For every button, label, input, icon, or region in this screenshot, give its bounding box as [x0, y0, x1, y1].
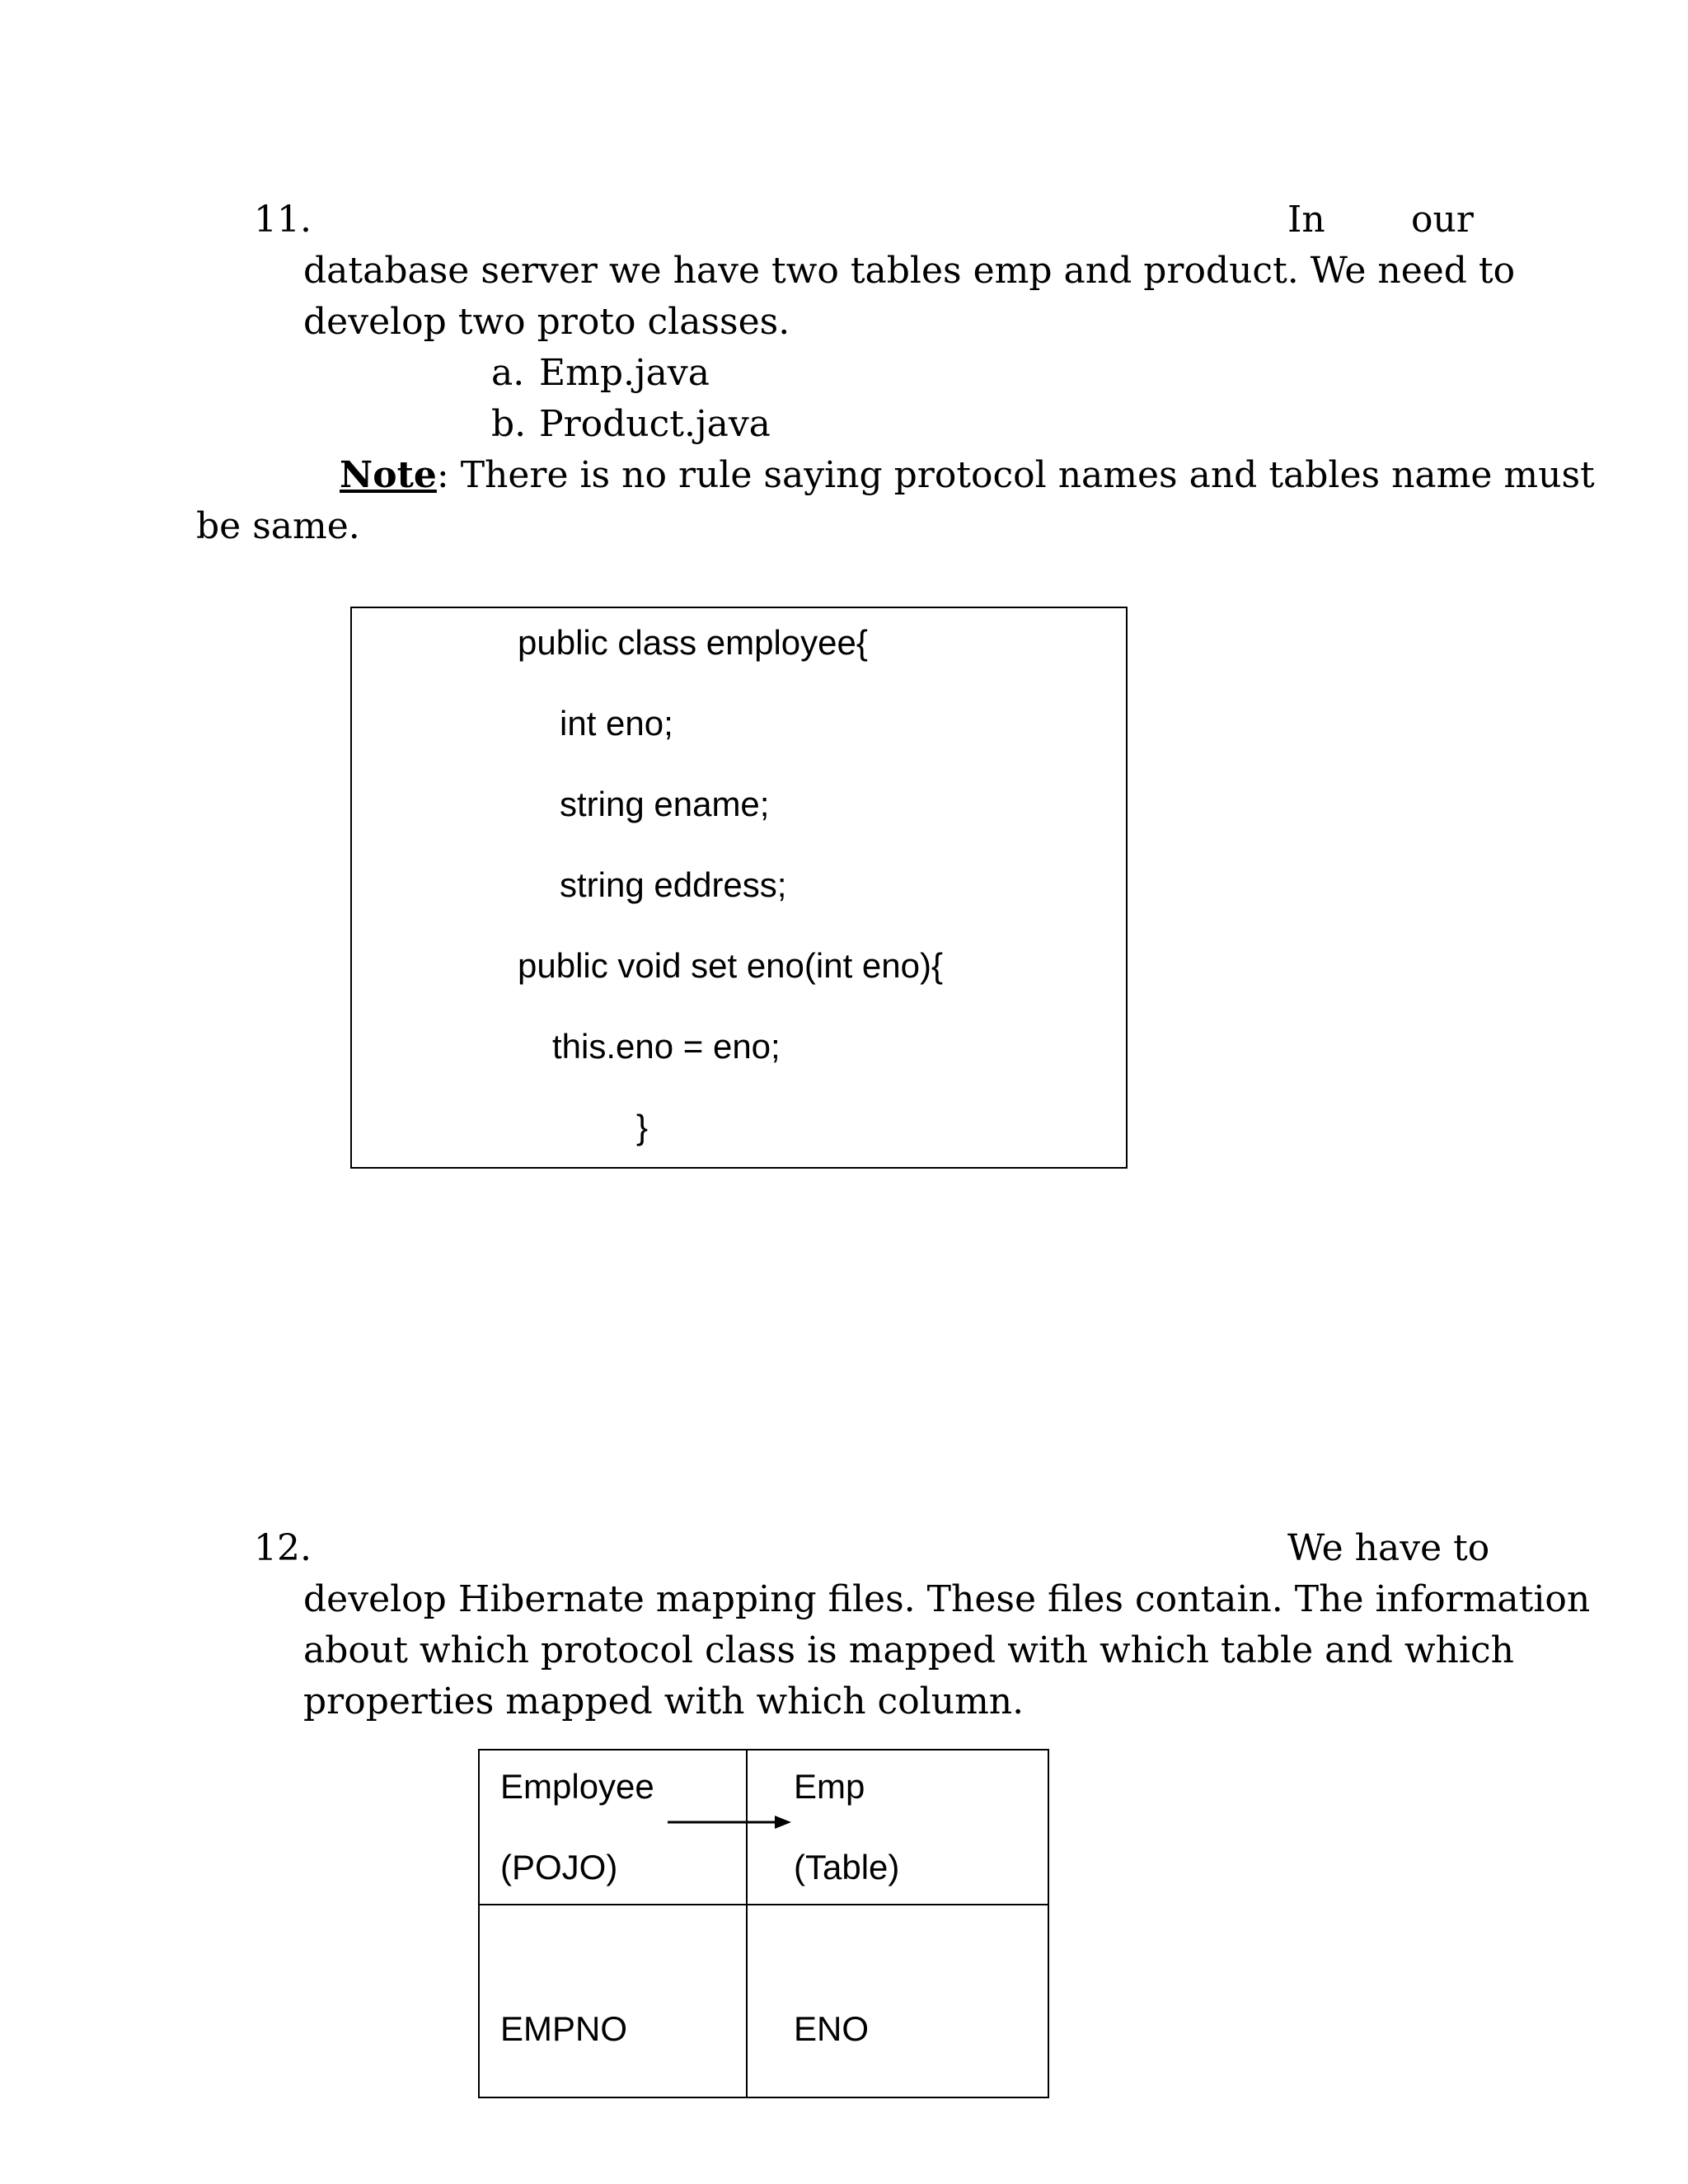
table-cell-eno: ENO — [794, 2009, 870, 2048]
list-item-emp-java: Emp.java — [539, 352, 710, 394]
code-line-eddress: string eddress; — [560, 865, 787, 904]
note-label: Note — [340, 454, 437, 496]
table-cell-empno: EMPNO — [500, 2009, 628, 2048]
section-12-heading-right: We have to — [1287, 1527, 1490, 1569]
list-marker-b: b. — [491, 403, 527, 445]
code-line-assign: this.eno = eno; — [552, 1027, 781, 1066]
section-11-number: 11. — [254, 199, 312, 241]
note-text: : There is no rule saying protocol names and tables name must — [436, 454, 1595, 496]
table-cell-pojo: (POJO) — [500, 1848, 618, 1886]
code-line-class: public class employee{ — [518, 623, 868, 662]
table-cell-emp: Emp — [794, 1767, 865, 1806]
section-12-number: 12. — [254, 1527, 312, 1569]
section-11-heading-word-1: In — [1287, 199, 1325, 241]
list-item-product-java: Product.java — [539, 403, 771, 445]
section-11-line-1: database server we have two tables emp and product. We need to — [303, 250, 1516, 292]
table-column-divider — [746, 1750, 748, 2097]
section-12-line-1: develop Hibernate mapping files. These files contain. The information — [303, 1578, 1591, 1620]
code-line-eno: int eno; — [560, 704, 673, 743]
section-12-line-3: properties mapped with which column. — [303, 1680, 1025, 1722]
section-12-line-2: about which protocol class is mapped with which table and which — [303, 1629, 1514, 1671]
note-continuation: be same. — [196, 505, 360, 547]
note-line — [340, 450, 1595, 501]
right-arrow-icon — [668, 1812, 791, 1832]
table-cell-table: (Table) — [794, 1848, 900, 1886]
code-line-close-brace: } — [636, 1108, 649, 1146]
section-11-heading-word-2: our — [1411, 199, 1474, 241]
code-line-ename: string ename; — [560, 785, 770, 823]
table-row-divider — [480, 1904, 1048, 1905]
table-cell-employee: Employee — [500, 1767, 654, 1806]
section-11-line-2: develop two proto classes. — [303, 301, 790, 343]
list-marker-a: a. — [491, 352, 525, 394]
code-line-setter: public void set eno(int eno){ — [518, 946, 943, 985]
